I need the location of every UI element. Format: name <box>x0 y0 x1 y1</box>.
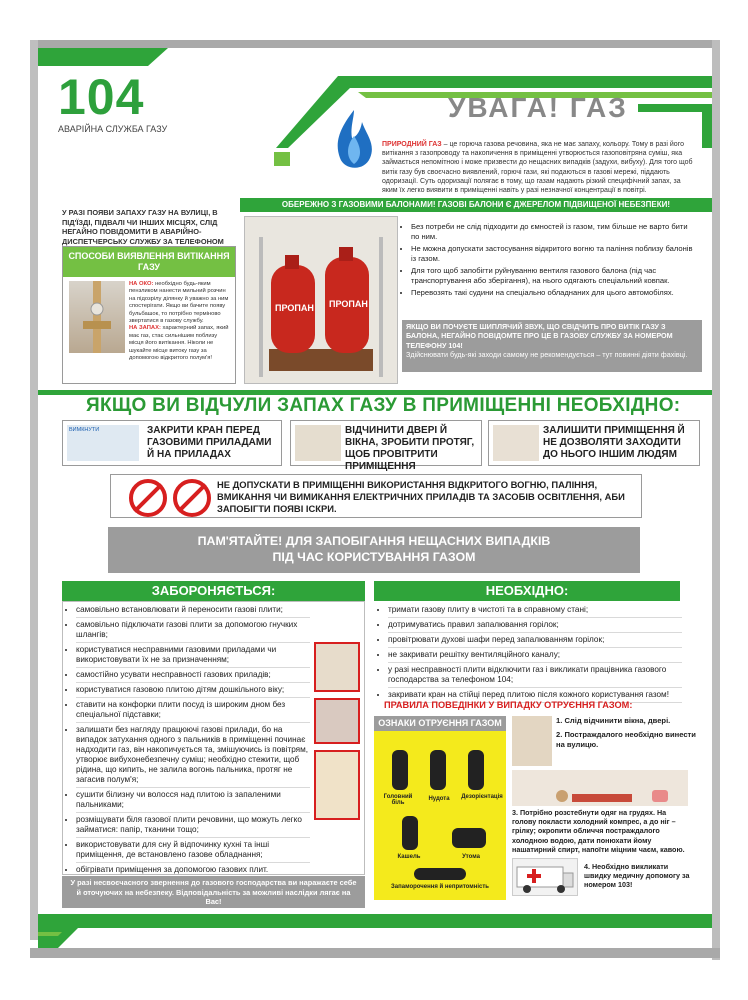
action-card-valve-text: ЗАКРИТИ КРАН ПЕРЕД ГАЗОВИМИ ПРИЛАДАМИ Й НА ПРИЛАДАХ <box>147 425 272 460</box>
cylinder-rule: • Без потреби не слід підходити до ємностей із газом, тим більше не варто бити по ним. <box>411 222 698 242</box>
forbidden-item: • використовувати для сну й відпочинку кухні та інші приміщення, де встановлено газове обладнання; <box>76 840 310 863</box>
poison-signs-box <box>374 716 506 900</box>
open-window-image <box>512 716 552 766</box>
forbidden-image-2 <box>314 698 360 744</box>
step-2: 2. Постраждалого необхідно винести на вулицю. <box>556 730 696 749</box>
disorientation-figure-icon <box>468 750 484 790</box>
forbidden-item: • залишати без нагляду працюючі газові прилади, бо на випадок затухання одного з пальників в приміщенні починає надходити газ, він накопичується та, змішуючись із повітрям, утворює вибухонебезпечну суміш; необхідно стежити, щоб рідина, що кипить, не залила вогонь пальника, протяг не загасив полум'я; <box>76 725 310 788</box>
prohibition-box <box>110 474 642 518</box>
symptom-label: Запаморочення й непритомність <box>391 884 489 890</box>
forbidden-item: • користуватися газовою плитою дітям дошкільного віку; <box>76 685 310 698</box>
cylinder-rule: • Не можна допускати застосування відкритого вогню та паління поблизу балонів із газом. <box>411 244 698 264</box>
leave-image <box>493 425 539 461</box>
symptom-label: Головний біль <box>383 794 413 806</box>
cylinder-label-1: ПРОПАН <box>275 303 314 313</box>
required-item: • дотримуватись правил запалювання горілок; <box>388 620 682 633</box>
required-item: • у разі несправності плити відключити газ і викликати працівника газового господарства за телефоном 104; <box>388 665 682 688</box>
forbidden-list <box>64 605 310 880</box>
first-aid-icon <box>512 770 688 806</box>
cylinder-warning <box>402 320 702 372</box>
cylinder-warning-text: ЯКЩО ВИ ПОЧУЄТЕ ШИПЛЯЧИЙ ЗВУК, ЩО СВІДЧИТЬ ПРО ВИТІК ГАЗУ З БАЛОНА, НЕГАЙНО ПОВІДОМТЕ ПРО ЦЕ В ГАЗОВУ СЛУЖБУ ЗА НОМЕРОМ ТЕЛЕФОНУ 104! <box>406 322 673 350</box>
natural-gas-description <box>382 140 698 195</box>
cylinder-label-2: ПРОПАН <box>329 299 368 309</box>
valve-caption: ВИМКНУТИ <box>69 427 100 433</box>
street-warning: У РАЗІ ПОЯВИ ЗАПАХУ ГАЗУ НА ВУЛИЦІ, В ПІД'ЇЗДІ, ПІДВАЛІ ЧИ ІНШИХ МІСЦЯХ, СЛІД НЕГАЙНО ПОВІДОМИТИ В АВАРІЙНО-ДИСПЕТЧЕРСЬКУ СЛУЖБУ ЗА ТЕЛЕФОНОМ <box>62 208 224 246</box>
natural-gas-text: – це горюча газова речовина, яка не має запаху, кольору. Тому в разі його витікання з газопроводу та накопичення в приміщенні утворюється газоповітряна суміш, яка займається непомітною і може призвести до нещасних випадків (задухи, вибуху). Для того щоб витік газу був своєчасно виявлений, горючі гази, які подаються в газові мережі, піддають одоризації. Суть одоризації полягає в тому, що газам надають різкий специфічний запах, за яким їх легко виявити в приміщенні навіть у разі незначної концентрації в повітрі. <box>382 141 693 195</box>
cylinders-banner: ОБЕРЕЖНО З ГАЗОВИМИ БАЛОНАМИ! ГАЗОВІ БАЛОНИ Є ДЖЕРЕЛОМ ПІДВИЩЕНОЇ НЕБЕЗПЕКИ! <box>240 198 712 212</box>
poison-signs-title: ОЗНАКИ ОТРУЄННЯ ГАЗОМ <box>374 716 506 731</box>
prohibition-text: НЕ ДОПУСКАТИ В ПРИМІЩЕННІ ВИКОРИСТАННЯ ВІДКРИТОГО ВОГНЮ, ПАЛІННЯ, ВМИКАННЯ ЧИ ВИМИКАННЯ ЕЛЕКТРИЧНИХ ПРИЛАДІВ ТА ЗАСОБІВ ОСВІТЛЕННЯ, АБИ ЗАПОБІГТИ ПОЯВІ ІСКРИ. <box>217 479 625 514</box>
action-card-leave <box>488 420 700 466</box>
smell-section-title: ЯКЩО ВИ ВІДЧУЛИ ЗАПАХ ГАЗУ В ПРИМІЩЕННІ НЕОБХІДНО: <box>86 395 681 416</box>
ambulance-icon <box>513 859 577 895</box>
valve-image <box>67 425 139 461</box>
required-item: • не закривати решітку вентиляційного каналу; <box>388 650 682 663</box>
forbidden-item: • самовільно встановлювати й переносити газові плити; <box>76 605 310 618</box>
forbidden-item: • самовільно підключати газові плити за допомогою гнучких шлангів; <box>76 620 310 643</box>
forbidden-item: • ставити на конфорки плити посуд із широким дном без спеціальної підставки; <box>76 700 310 723</box>
action-card-valve <box>62 420 282 466</box>
required-list <box>376 605 682 705</box>
frame-right <box>712 40 720 960</box>
headache-figure-icon <box>392 750 408 790</box>
forbidden-item: • користуватися несправними газовими приладами чи використовувати їх не за призначенням; <box>76 645 310 668</box>
forbidden-item: • обігрівати приміщення за допомогою газових плит. <box>76 865 310 878</box>
required-item: • тримати газову плиту в чистоті та в справному стані; <box>388 605 682 618</box>
window-image <box>295 425 341 461</box>
forbidden-item: • сушити білизну чи волосся над плитою із запаленими пальниками; <box>76 790 310 813</box>
step-4: 4. Необхідно викликати швидку медичну допомогу за номером 103! <box>584 862 690 890</box>
natural-gas-label: ПРИРОДНИЙ ГАЗ <box>382 141 442 148</box>
symptom-label: Дезорієнтація <box>461 794 503 800</box>
first-aid-image <box>512 770 688 806</box>
forbidden-image-1 <box>314 642 360 692</box>
detection-methods-title: СПОСОБИ ВИЯВЛЕННЯ ВИТІКАННЯ ГАЗУ <box>63 247 235 277</box>
remember-banner <box>108 527 640 573</box>
remember-line-1: ПАМ'ЯТАЙТЕ! ДЛЯ ЗАПОБІГАННЯ НЕЩАСНИХ ВИПАДКІВ <box>197 534 551 548</box>
required-item: • провітрювати духові шафи перед запалюванням горілок; <box>388 635 682 648</box>
forbidden-footer: У разі несвоєчасного звернення до газового господарства ви наражаєте себе й оточуючих на небезпеку. Відповідальність за можливі наслідки лягає на Вас! <box>62 876 365 908</box>
cylinders-photo <box>244 216 398 384</box>
action-card-leave-text: ЗАЛИШИТИ ПРИМІЩЕННЯ Й НЕ ДОЗВОЛЯТИ ЗАХОДИТИ ДО НЬОГО ІНШИМ ЛЮДЯМ <box>543 425 685 460</box>
forbidden-title: ЗАБОРОНЯЄТЬСЯ: <box>62 581 365 601</box>
forbidden-image-3 <box>314 750 360 820</box>
nausea-figure-icon <box>430 750 446 790</box>
fatigue-figure-icon <box>452 828 486 848</box>
required-title: НЕОБХІДНО: <box>374 581 680 601</box>
cylinder-rules <box>402 222 698 300</box>
eye-text: необхідно будь-яким пензликом нанести мильний розчин на підозрілу ділянку й уважно за ним спостерігати. Якщо ви бачите появу бульбашок, то потрібно терміново звертатися в газову службу. <box>129 281 229 325</box>
forbidden-item: • розміщувати біля газової плити речовини, що можуть легко займатися: папір, тканини тощо; <box>76 815 310 838</box>
detection-methods-box <box>62 246 236 384</box>
action-card-ventilate-text: ВІДЧИНИТИ ДВЕРІ Й ВІКНА, ЗРОБИТИ ПРОТЯГ, ЩОБ ПРОВІТРИТИ ПРИМІЩЕННЯ <box>345 425 475 472</box>
remember-line-2: ПІД ЧАС КОРИСТУВАННЯ ГАЗОМ <box>272 550 476 564</box>
frame-top <box>30 40 720 48</box>
no-fire-icon <box>129 479 167 517</box>
step-3: 3. Потрібно розстебнути одяг на грудях. На голову покласти холодний компрес, а до ніг – грілку; окропити обличчя постраждалого холодною водою, дати понюхати йому нашатирний спирт, напоїти міцним чаєм, кавою. <box>512 808 685 854</box>
pipe-photo <box>69 281 125 353</box>
forbidden-item: • самостійно усувати несправності газових приладів; <box>76 670 310 683</box>
symptom-label: Кашель <box>397 854 421 860</box>
emergency-caption: АВАРІЙНА СЛУЖБА ГАЗУ <box>58 124 168 134</box>
bottom-decoration <box>38 914 712 948</box>
gas-pipe-icon <box>69 281 125 353</box>
cylinder-rule: • Перевозять такі судини на спеціально обладнаних для цього автомобілях. <box>411 288 698 298</box>
page-title: УВАГА! ГАЗ <box>448 92 628 123</box>
gas-cylinders-icon <box>245 217 397 383</box>
rules-title: ПРАВИЛА ПОВЕДІНКИ У ВИПАДКУ ОТРУЄННЯ ГАЗОМ: <box>384 700 633 710</box>
ambulance-image <box>512 858 578 896</box>
fainting-figure-icon <box>414 868 466 880</box>
emergency-number: 104 <box>58 69 145 125</box>
symptom-label: Утома <box>462 854 480 860</box>
no-smoking-icon <box>173 479 211 517</box>
action-card-ventilate <box>290 420 482 472</box>
cylinder-warning-note: Здійснювати будь-які заходи самому не рекомендується – тут повинні діяти фахівці. <box>406 350 688 360</box>
smell-label: НА ЗАПАХ: <box>129 325 161 332</box>
eye-label: НА ОКО: <box>129 281 154 287</box>
symptom-label: Нудота <box>428 796 450 802</box>
smell-text: характерний запах, який має газ, стає сильнішим поблизу місця його витікання. Ніколи не шукайте місце витоку газу за допомогою відкритого полум'я! <box>129 325 229 362</box>
frame-bottom <box>30 948 720 958</box>
step-1: 1. Слід відчинити вікна, двері. <box>556 716 671 725</box>
gas-flame-icon <box>330 108 378 178</box>
cough-figure-icon <box>402 816 418 850</box>
cylinder-rule: • Для того щоб запобігти руйнуванню вентиля газового балона (під час транспортування або зберігання), на нього одягають спеціальний ковпак. <box>411 266 698 286</box>
required-item: • закривати кран на стійці перед плитою після кожного користування газом! <box>388 690 682 703</box>
detection-text <box>129 281 233 362</box>
frame-left <box>30 40 38 940</box>
